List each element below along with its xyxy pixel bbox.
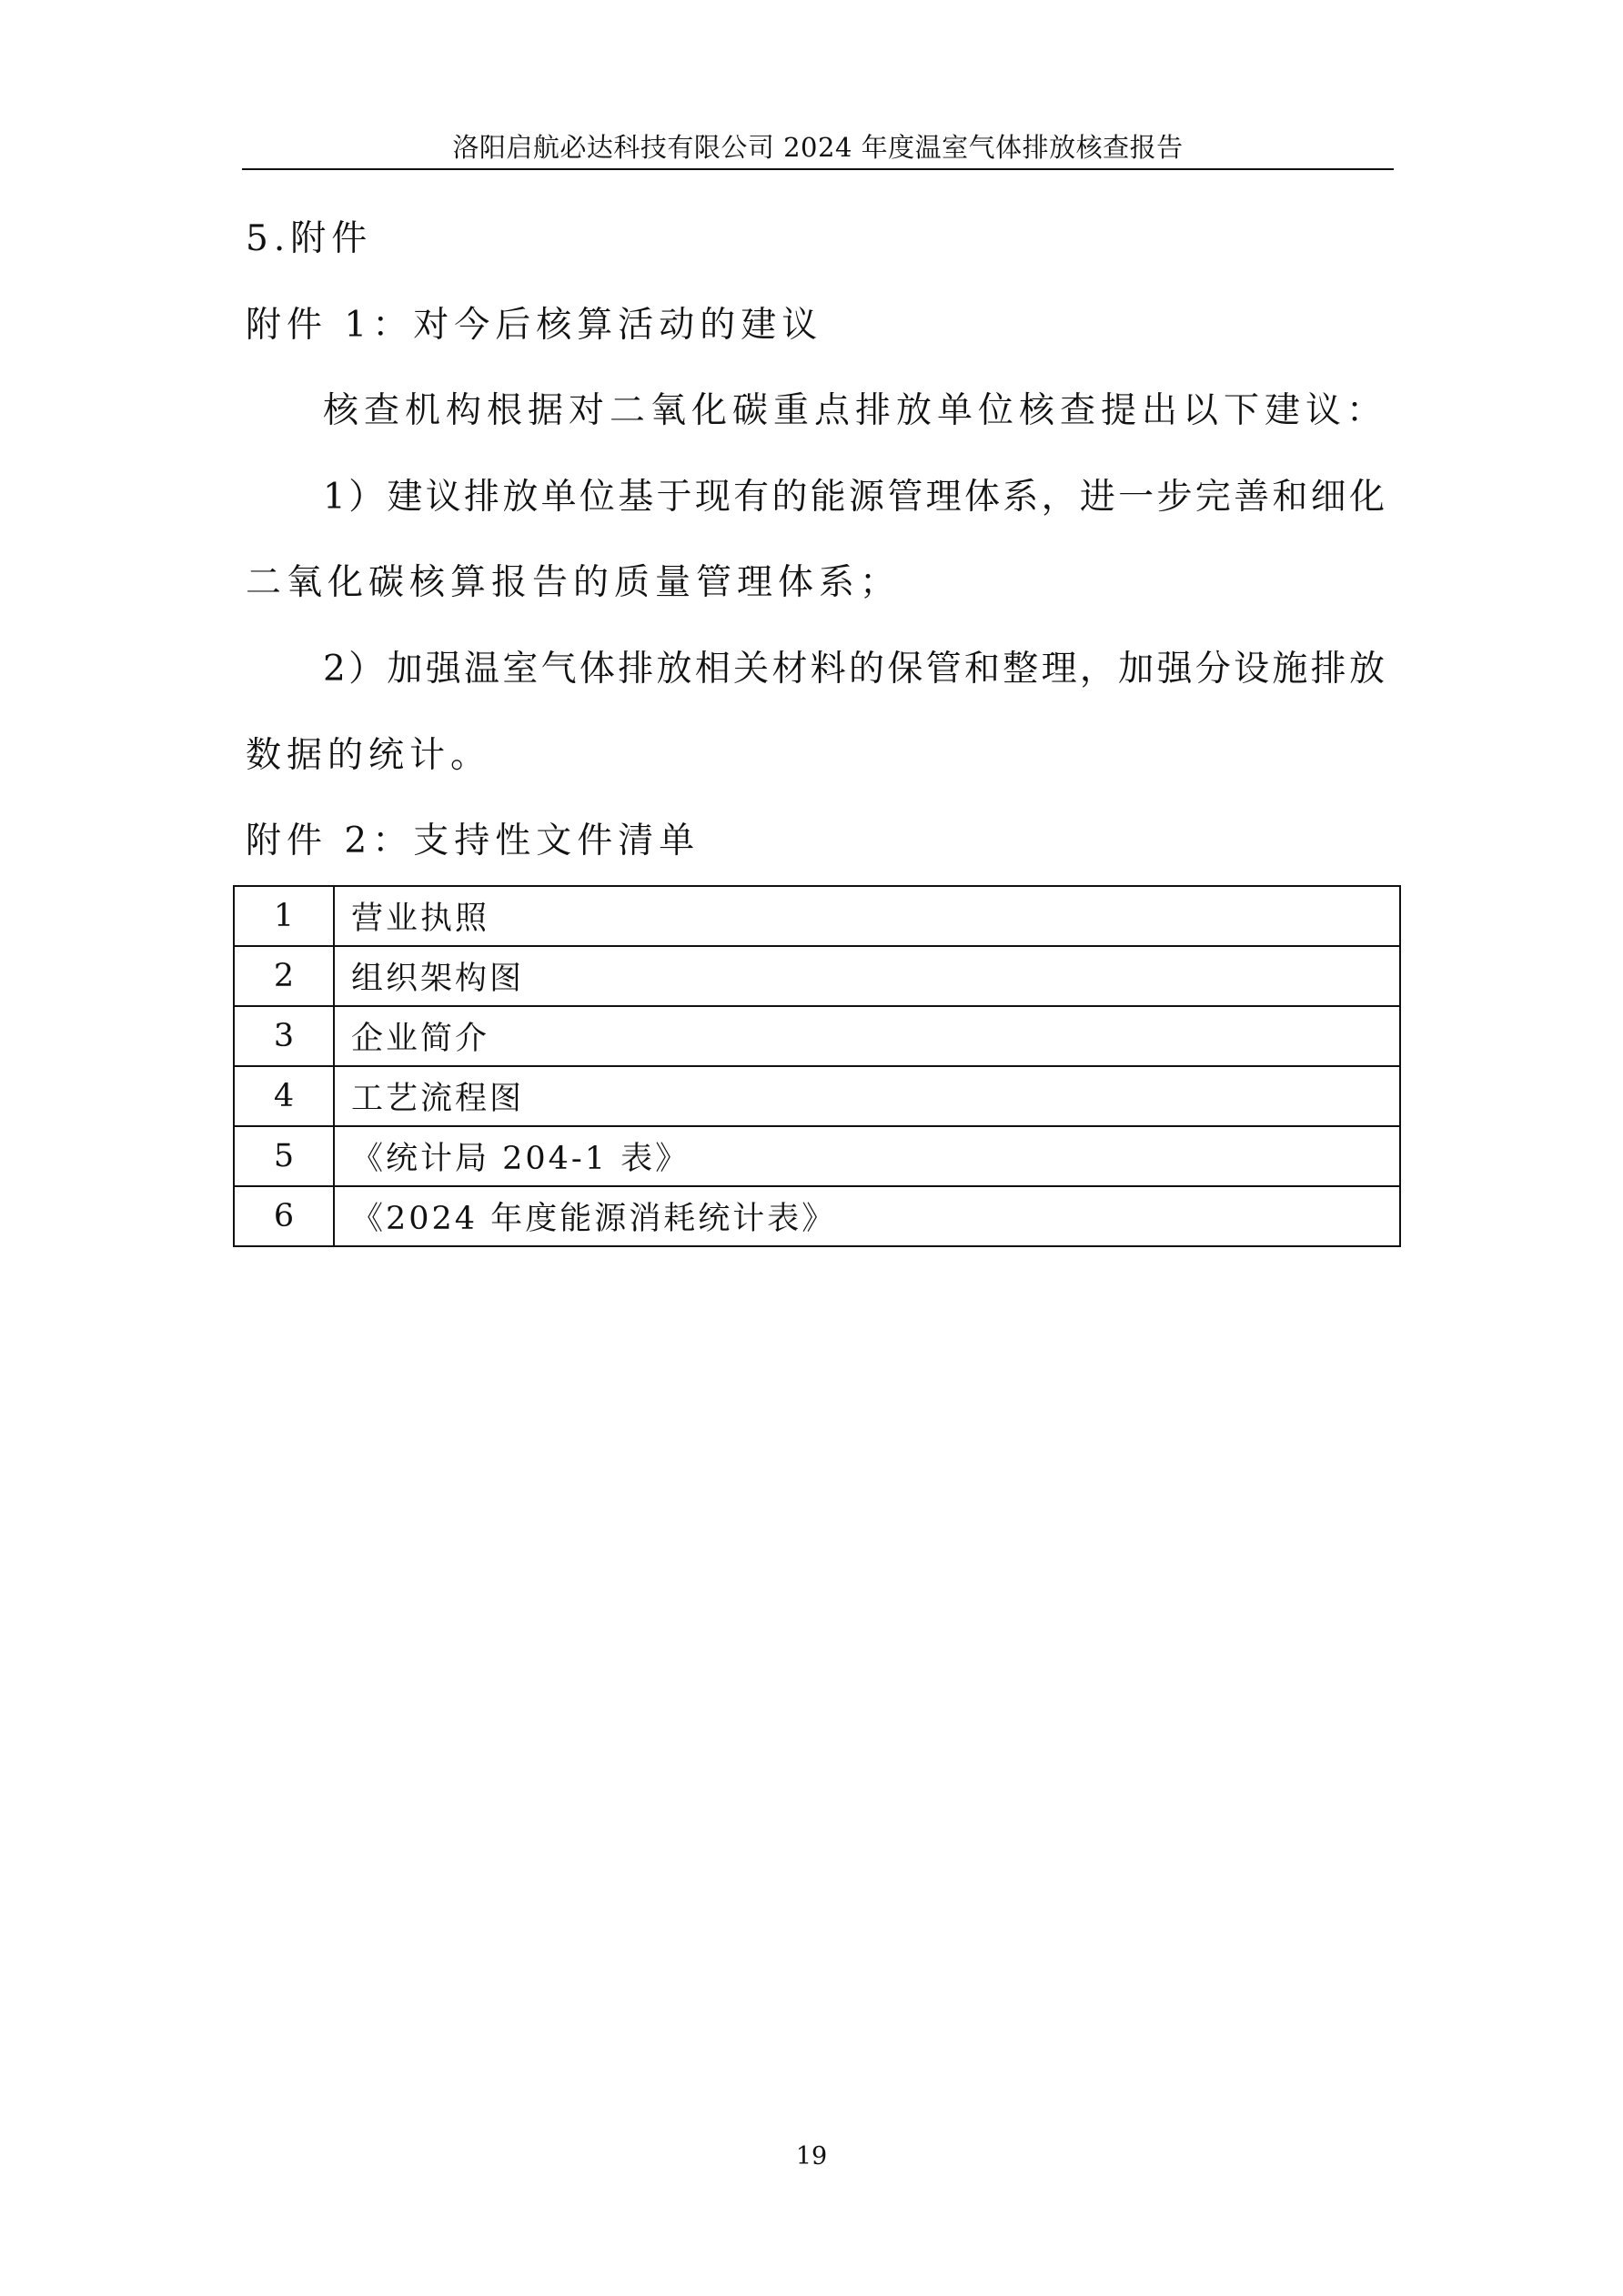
page-header: 洛阳启航必达科技有限公司 2024 年度温室气体排放核查报告 [452,132,1184,163]
table-row [234,1186,1400,1246]
table-row [234,1126,1400,1186]
document-name: 组织架构图 [334,946,1400,1006]
row-number: 5 [234,1126,334,1186]
document-name: 工艺流程图 [334,1066,1400,1126]
section-title: 5.附件 [246,218,373,259]
attachment1-intro: 核查机构根据对二氧化碳重点排放单位核查提出以下建议： [323,390,1388,431]
table-row [234,1066,1400,1126]
page-number: 19 [795,2142,828,2170]
row-number: 1 [234,886,334,946]
row-number: 2 [234,946,334,1006]
row-number: 6 [234,1186,334,1246]
document-name: 《统计局 204-1 表》 [334,1126,1400,1186]
suggestion-1-line-2: 二氧化碳核算报告的质量管理体系； [246,562,902,603]
header-divider [242,168,1394,170]
row-number: 4 [234,1066,334,1126]
document-name: 企业简介 [334,1006,1400,1066]
attachment1-title: 附件 1：对今后核算活动的建议 [246,305,823,346]
row-number: 3 [234,1006,334,1066]
table-row [234,886,1400,946]
suggestion-1-line-1: 1）建议排放单位基于现有的能源管理体系，进一步完善和细化 [323,477,1385,518]
suggestion-2-line-2: 数据的统计。 [246,735,492,776]
document-name: 《2024 年度能源消耗统计表》 [334,1186,1400,1246]
attachment2-title: 附件 2：支持性文件清单 [246,821,701,861]
table-row [234,1006,1400,1066]
document-name: 营业执照 [334,886,1400,946]
table-row [234,946,1400,1006]
supporting-documents-table [233,885,1401,1247]
suggestion-2-line-1: 2）加强温室气体排放相关材料的保管和整理，加强分设施排放 [323,649,1385,690]
